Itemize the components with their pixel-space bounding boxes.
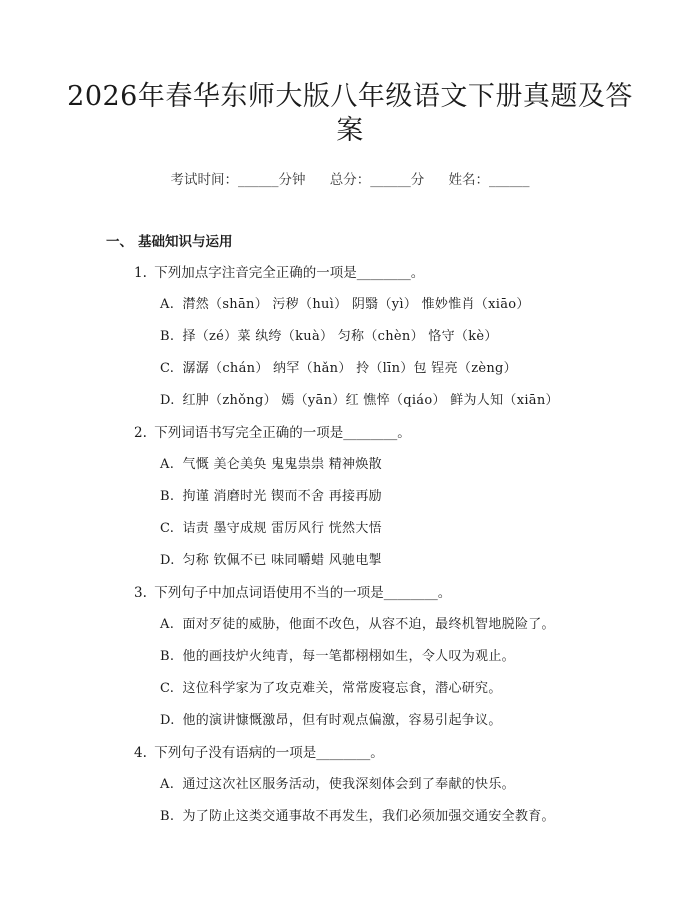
question-stem: 下列词语书写完全正确的一项是________。: [154, 425, 411, 441]
option-1c: [160, 357, 517, 376]
option-label: C.: [160, 681, 175, 696]
question-number: 4.: [134, 745, 147, 761]
question-3: [134, 581, 451, 601]
option-text: 诘责 墨守成规 雷厉风行 恍然大悟: [182, 521, 382, 536]
option-3a: [160, 613, 555, 632]
option-text: 匀称 钦佩不已 味同嚼蜡 风驰电掣: [182, 553, 382, 568]
section-label: 基础知识与运用: [138, 234, 233, 250]
score-unit: 分: [410, 172, 425, 188]
option-1b: [160, 325, 498, 344]
option-label: A.: [160, 457, 175, 472]
option-text: 拘谨 消磨时光 锲而不舍 再接再励: [182, 489, 382, 504]
option-text: 他的画技炉火纯青，每一笔都栩栩如生，令人叹为观止。: [182, 649, 515, 664]
score-blank: ______: [370, 172, 411, 188]
option-label: C.: [160, 361, 175, 376]
option-1a: [160, 293, 530, 312]
option-label: B.: [160, 809, 175, 824]
name-label: 姓名：: [448, 172, 490, 188]
option-4a: [160, 773, 515, 792]
question-2: [134, 421, 411, 441]
option-text: 择（zé）菜 纨绔（kuà） 匀称（chèn） 恪守（kè）: [182, 329, 498, 344]
option-2c: [160, 517, 382, 536]
option-3d: [160, 709, 502, 728]
time-label: 考试时间：: [170, 172, 238, 188]
name-blank: ______: [489, 172, 530, 188]
time-unit: 分钟: [278, 172, 306, 188]
option-label: B.: [160, 489, 175, 504]
option-2b: [160, 485, 382, 504]
option-text: 气慨 美仑美奂 鬼鬼祟祟 精神焕散: [182, 457, 382, 472]
option-label: A.: [160, 777, 175, 792]
option-label: B.: [160, 649, 175, 664]
option-4b: [160, 805, 555, 824]
section-number: 一、: [106, 234, 133, 250]
option-label: D.: [160, 553, 175, 568]
question-number: 2.: [134, 425, 147, 441]
option-3c: [160, 677, 502, 696]
option-label: B.: [160, 329, 175, 344]
option-label: C.: [160, 521, 175, 536]
question-stem: 下列加点字注音完全正确的一项是________。: [154, 265, 425, 281]
option-label: A.: [160, 297, 175, 312]
exam-name: [449, 172, 530, 188]
question-4: [134, 741, 384, 761]
option-2a: [160, 453, 382, 472]
option-1d: [160, 389, 559, 408]
score-label: 总分：: [329, 172, 371, 188]
option-label: D.: [160, 713, 175, 728]
option-text: 这位科学家为了攻克难关，常常废寝忘食，潜心研究。: [182, 681, 502, 696]
option-3b: [160, 645, 515, 664]
question-stem: 下列句子没有语病的一项是________。: [154, 745, 384, 761]
exam-time: [170, 172, 305, 188]
option-label: A.: [160, 617, 175, 632]
option-label: D.: [160, 393, 175, 408]
option-text: 通过这次社区服务活动，使我深刻体会到了奉献的快乐。: [182, 777, 515, 792]
section-heading: [106, 230, 233, 250]
question-stem: 下列句子中加点词语使用不当的一项是________。: [154, 585, 452, 601]
exam-info-line: [0, 168, 700, 188]
question-1: [134, 261, 424, 281]
time-blank: ______: [237, 172, 279, 188]
option-text: 面对歹徒的威胁，他面不改色，从容不迫，最终机智地脱险了。: [182, 617, 555, 632]
option-text: 为了防止这类交通事故不再发生，我们必须加强交通安全教育。: [182, 809, 555, 824]
document-title: 2026年春华东师大版八年级语文下册真题及答案: [67, 81, 633, 146]
option-2d: [160, 549, 382, 568]
option-text: 潺潺（chán） 纳罕（hǎn） 拎（līn）包 锃亮（zèng）: [182, 361, 517, 376]
option-text: 潸然（shān） 污秽（huì） 阴翳（yì） 惟妙惟肖（xiāo）: [182, 297, 530, 312]
exam-score: [330, 172, 425, 188]
option-text: 红肿（zhǒng） 嫣（yān）红 憔悴（qiáo） 鲜为人知（xiān）: [182, 393, 559, 408]
question-number: 1.: [134, 265, 147, 281]
question-number: 3.: [134, 585, 147, 601]
option-text: 他的演讲慷慨激昂，但有时观点偏激，容易引起争议。: [182, 713, 502, 728]
